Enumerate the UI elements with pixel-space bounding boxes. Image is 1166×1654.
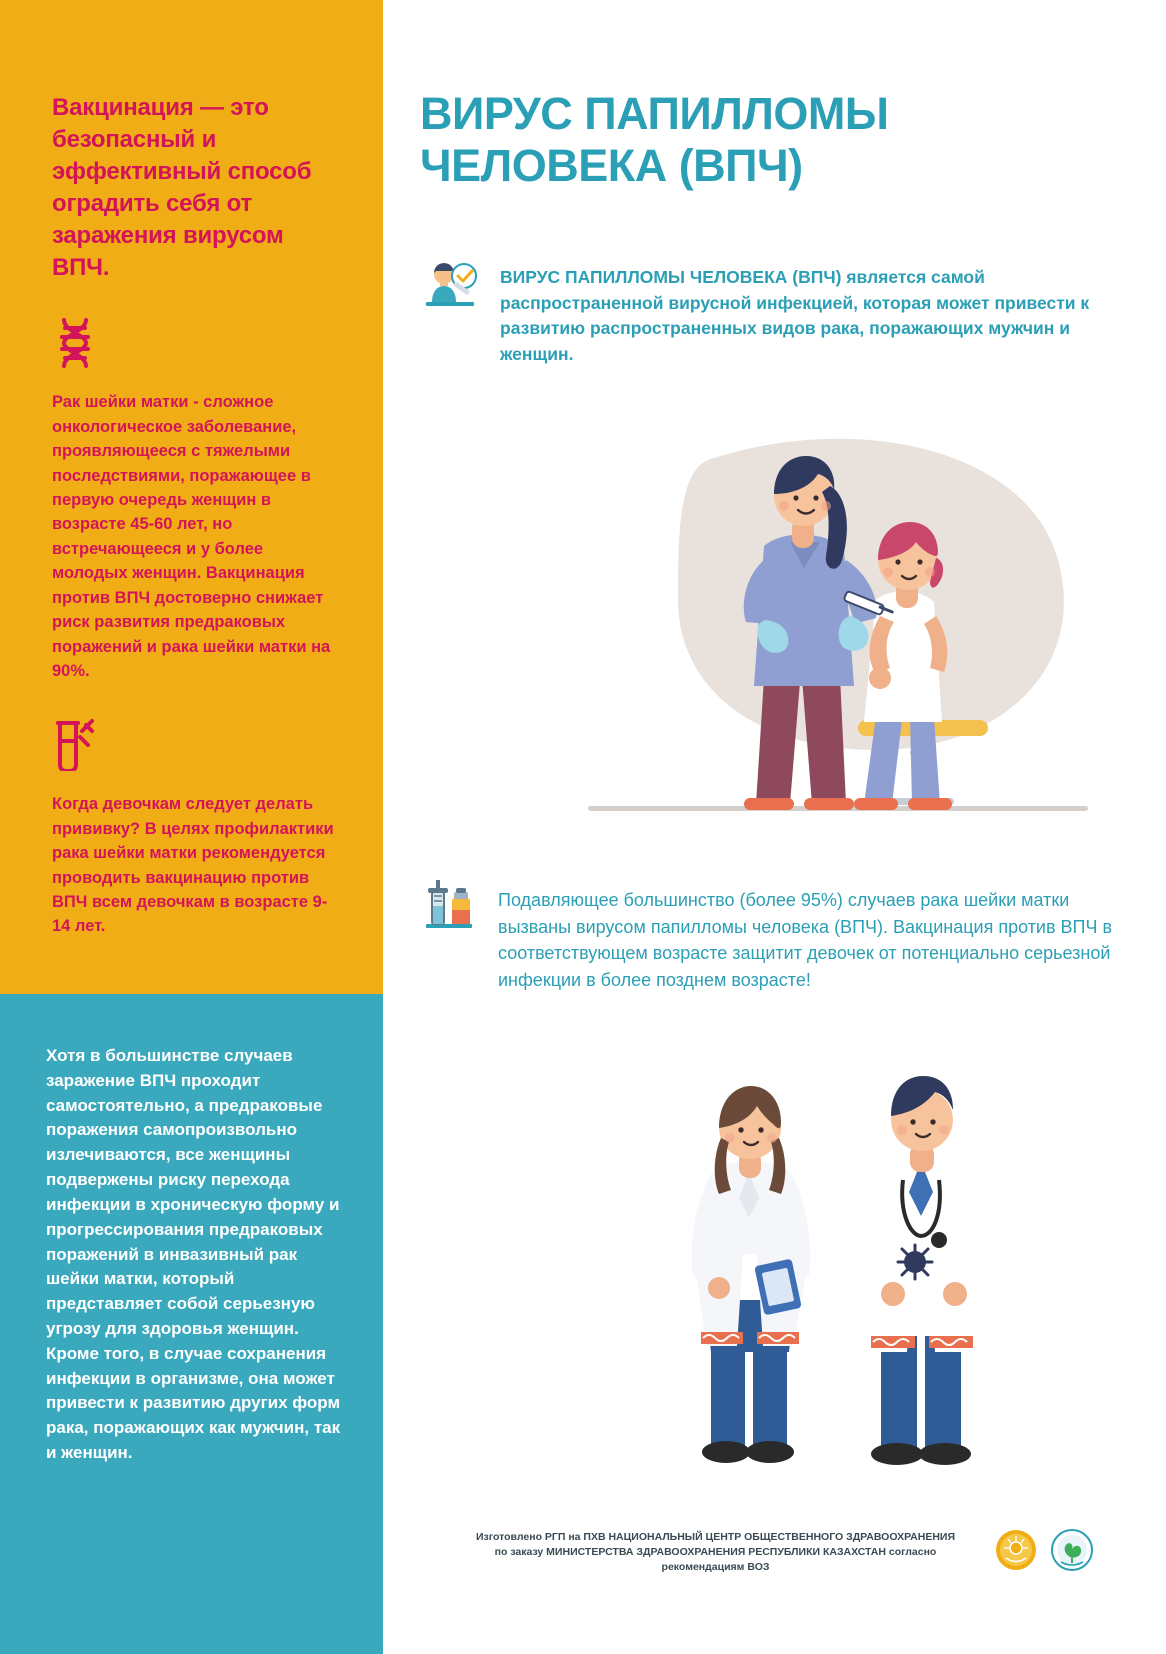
footer-line-2: по заказу МИНИСТЕРСТВА ЗДРАВООХРАНЕНИЯ РЕСПУБЛИКИ КАЗАХСТАН согласно: [494, 1546, 937, 1559]
kazakhstan-state-emblem: [994, 1528, 1038, 1577]
info-block-2-text: Подавляющее большинство (более 95%) случаев рака шейки матки вызваны вирусом папилломы человека (ВПЧ). Вакцинация против ВПЧ в соответствующем возрасте защитит девочек от потенциально серьезной инфекции в более позднем возрасте!: [498, 890, 1113, 990]
two-doctors-illustration: [563, 1050, 1093, 1480]
page-title: ВИРУС ПАПИЛЛОМЫ ЧЕЛОВЕКА (ВПЧ): [420, 88, 889, 191]
syringe-and-vial-icon: [420, 880, 478, 947]
emblems: [994, 1528, 1094, 1577]
info-block-1: [420, 258, 1130, 368]
footer: [383, 1528, 1166, 1577]
yellow-panel: [0, 0, 383, 994]
info-block-1-text: ВИРУС ПАПИЛЛОМЫ ЧЕЛОВЕКА (ВПЧ) является самой распространенной вирусной инфекцией, которая может привести к развитию распространенных видов рака, поражающих мужчин и женщин.: [500, 267, 1090, 365]
cancer-paragraph: Рак шейки матки - сложное онкологическое заболевание, проявляющееся с тяжелыми последствиями, поражающее в первую очередь женщин в возрасте 45-60 лет, но встречающееся и у более молодых женщин. Вакцинация против ВПЧ достоверно снижает риск развития предраковых поражений и рака шейки матки на 90%.: [52, 393, 331, 680]
national-center-public-health-logo: [1050, 1528, 1094, 1577]
teal-panel: [0, 994, 383, 1654]
teal-paragraph: Хотя в большинстве случаев заражение ВПЧ проходит самостоятельно, а предраковые поражения самопроизвольно излечиваются, все женщины подвержены риску перехода инфекции в хроническую форму и прогрессирования предраковых поражений в инвазивный рак шейки матки, который представляет собой серьезную угрозу для здоровья женщин. Кроме того, в случае сохранения инфекции в организме, она может привести к развитию других форм рака, поражающих как мужчин, так и женщин.: [46, 1046, 341, 1462]
footer-line-1: Изготовлено РГП на ПХВ НАЦИОНАЛЬНЫЙ ЦЕНТР ОБЩЕСТВЕННОГО ЗДРАВООХРАНЕНИЯ: [475, 1531, 956, 1544]
info-block-2: [420, 880, 1130, 994]
nurse-vaccinating-girl-illustration: [558, 420, 1118, 840]
vaccine-vial-icon: [52, 717, 339, 776]
footer-line-3: рекомендациям ВОЗ: [661, 1560, 770, 1573]
dna-icon: [52, 317, 339, 374]
lead-title: Вакцинация — это безопасный и эффективный способ оградить себя от заражения вирусом ВПЧ.: [52, 94, 312, 281]
left-column: [0, 0, 383, 1654]
footer-credits: [456, 1530, 976, 1575]
doctor-vaccine-icon: [420, 258, 480, 325]
girls-paragraph: Когда девочкам следует делать прививку? В целях профилактики рака шейки матки рекомендуется проводить вакцинацию против ВПЧ всем девочкам в возрасте 9-14 лет.: [52, 795, 334, 936]
right-column: [383, 0, 1166, 1654]
